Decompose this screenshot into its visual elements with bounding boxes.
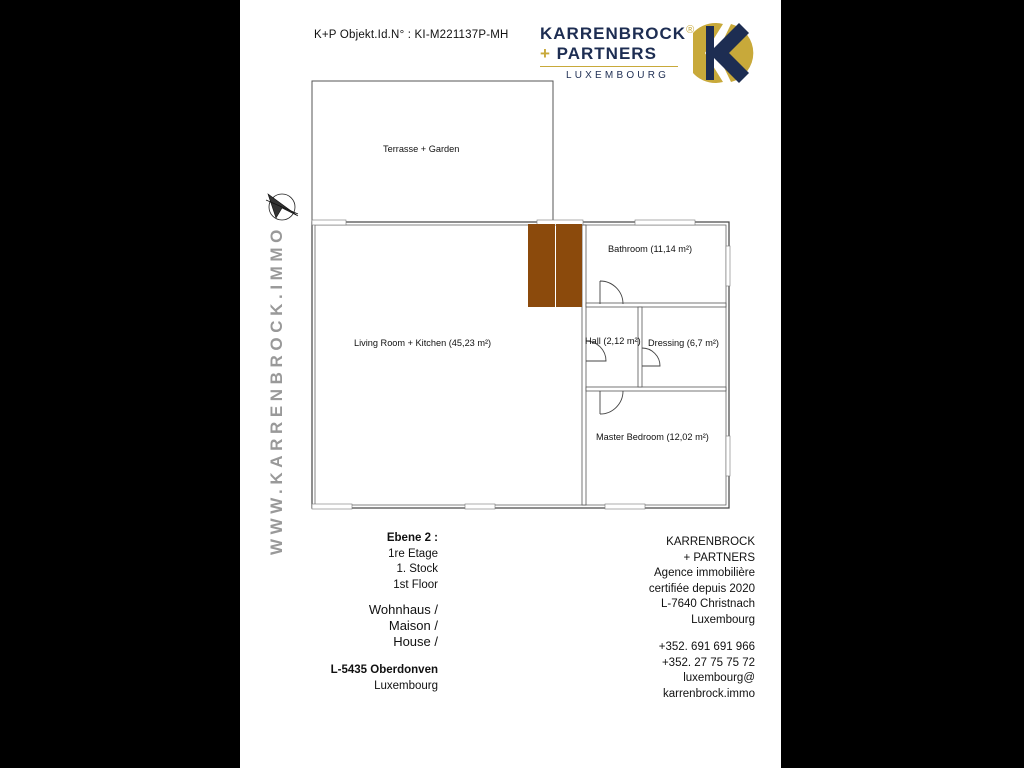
email-user[interactable]: luxembourg@ [683,672,755,684]
phone-mobile[interactable]: +352. 691 691 966 [658,641,755,653]
address: L-5435 Oberdonven [330,664,438,676]
floor-plan [305,76,735,516]
room-label-terrace: Terrasse + Garden [383,144,460,154]
email-domain[interactable]: karrenbrock.immo [662,687,755,700]
brand-partners [540,44,657,64]
north-arrow-icon [262,190,302,224]
address-country: Luxembourg [374,679,438,692]
level-title: Ebene 2 : [386,532,438,544]
room-label-living: Living Room + Kitchen (45,23 m²) [354,338,492,348]
building-outline [312,222,729,508]
level-fr: 1re Etage [388,547,438,560]
agency-partners: + PARTNERS [683,551,755,564]
agency-cert: certifiée depuis 2020 [648,582,755,595]
type-de: Wohnhaus / [368,602,438,617]
agency-country: Luxembourg [691,613,755,626]
brand-plus: + [540,44,551,63]
agency-city: L-7640 Christnach [661,598,755,610]
agency-info [649,535,755,702]
brand-name [540,24,695,44]
brand-divider [540,66,678,67]
website-watermark: WWW.KARRENBROCK.IMMO [267,225,286,555]
phone-office[interactable]: +352. 27 75 75 72 [661,656,755,669]
staircase-right [556,224,582,307]
type-fr: Maison / [388,618,438,633]
room-label-bedroom: Master Bedroom (12,02 m²) [596,432,709,442]
brand-country: LUXEMBOURG [566,70,670,81]
room-label-bathroom: Bathroom (11,14 m²) [608,244,693,254]
room-label-hall: Hall (2,12 m²) [585,336,641,346]
staircase-left [528,224,555,307]
object-id: K+P Objekt.Id.N° : KI-M221137P-MH [314,29,509,41]
company-logo [693,22,761,84]
type-en: House / [393,634,438,649]
level-de: 1. Stock [396,563,438,575]
room-label-dressing: Dressing (6,7 m²) [648,338,719,348]
agency-name: KARRENBROCK [666,536,755,548]
level-en: 1st Floor [393,578,438,591]
registered-mark: ® [686,24,696,36]
brand-partners-text: PARTNERS [556,44,657,63]
floor-info [331,531,438,694]
brand-name-text: KARRENBROCK [540,24,687,43]
agency-desc: Agence immobilière [654,567,755,579]
